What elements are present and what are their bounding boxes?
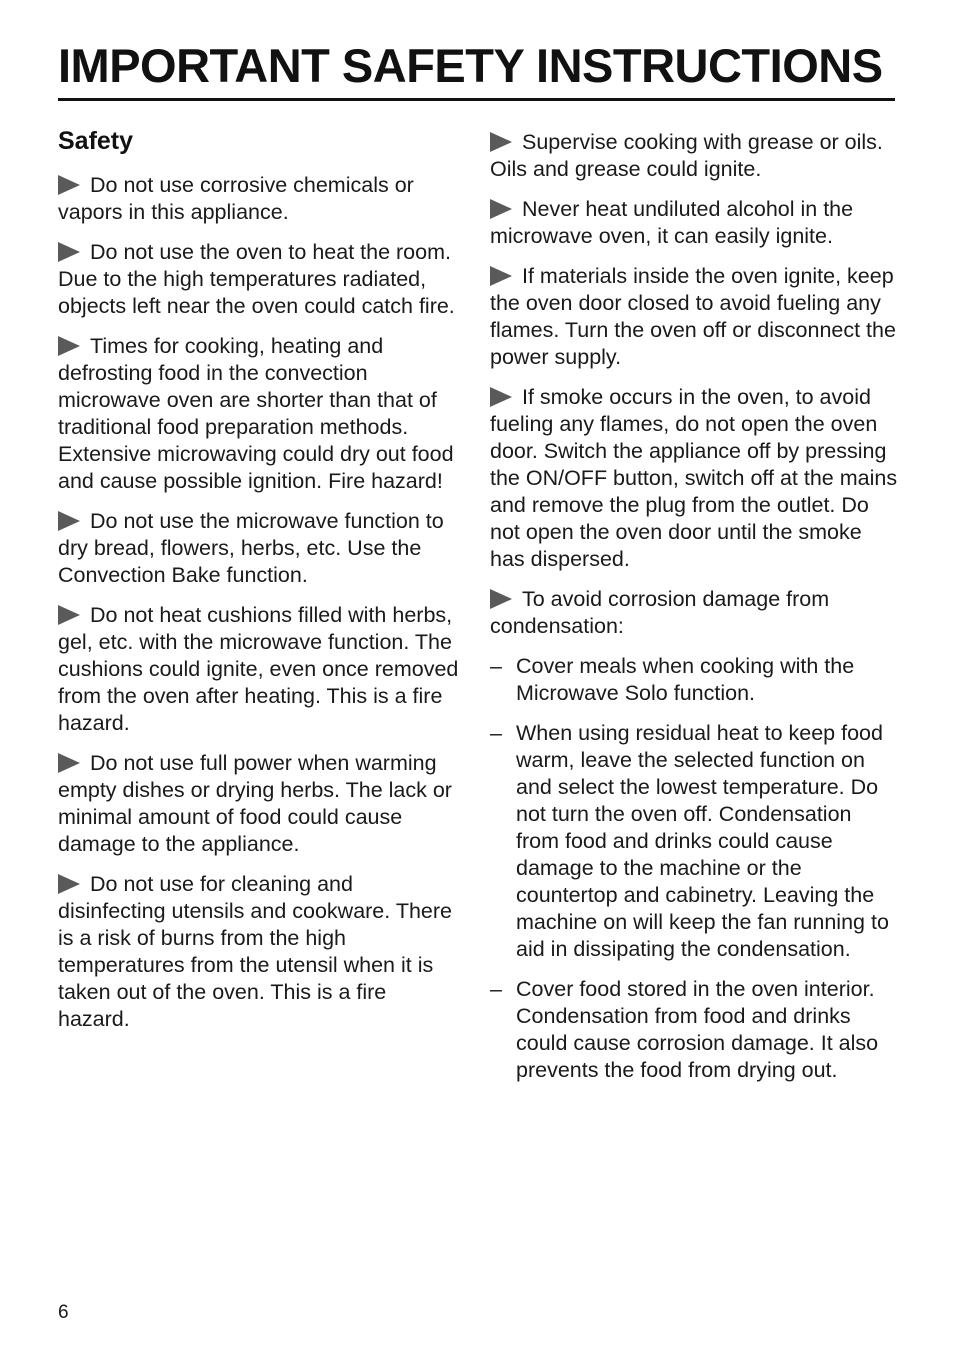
safety-item [58, 602, 463, 737]
dash-bullet: – [490, 654, 502, 678]
safety-item-text: To avoid corrosion damage from condensation: [490, 587, 830, 638]
safety-item [490, 586, 900, 640]
safety-item [58, 508, 463, 589]
sub-list-item-text: Cover food stored in the oven interior. Condensation from food and drinks could cause corrosion damage. It also prevents the food from drying out. [516, 977, 879, 1082]
sub-list-item-text: Cover meals when cooking with the Microwave Solo function. [516, 654, 855, 705]
safety-item-text: Do not use corrosive chemicals or vapors in this appliance. [58, 173, 414, 224]
arrow-right-icon [490, 266, 512, 286]
safety-item [490, 196, 900, 250]
sub-list-item [490, 976, 900, 1084]
safety-item-text: If smoke occurs in the oven, to avoid fueling any flames, do not open the oven door. Switch the appliance off by pressing the ON/OFF button, switch off at the mains and remove the plug from the outlet. Do not open the oven door until the smoke has dispersed. [490, 385, 898, 571]
safety-item-text: If materials inside the oven ignite, keep the oven door closed to avoid fueling any flames. Turn the oven off or disconnect the power supply. [490, 264, 896, 369]
arrow-right-icon [58, 511, 80, 531]
arrow-right-icon [58, 175, 80, 195]
safety-item-text: Times for cooking, heating and defrosting food in the convection microwave oven are shorter than that of traditional food preparation methods. Extensive microwaving could dry out food and cause possible ignition. Fire hazard! [58, 334, 454, 493]
dash-bullet: – [490, 977, 502, 1001]
arrow-right-icon [58, 874, 80, 894]
arrow-right-icon [58, 336, 80, 356]
safety-item-text: Do not use full power when warming empty dishes or drying herbs. The lack or minimal amount of food could cause damage to the appliance. [58, 751, 452, 856]
sub-list-item [490, 653, 900, 707]
safety-item [58, 750, 463, 858]
safety-item-text: Do not heat cushions filled with herbs, gel, etc. with the microwave function. The cushions could ignite, even once removed from the oven after heating. This is a fire hazard. [58, 603, 459, 735]
safety-item [490, 129, 900, 183]
safety-item [58, 239, 463, 320]
safety-item-text: Do not use the microwave function to dry bread, flowers, herbs, etc. Use the Convection Bake function. [58, 509, 444, 587]
section-heading-safety: Safety [58, 127, 134, 155]
safety-item [58, 172, 463, 226]
safety-item [58, 871, 463, 1033]
safety-item-text: Supervise cooking with grease or oils. Oils and grease could ignite. [490, 130, 883, 181]
page-title: IMPORTANT SAFETY INSTRUCTIONS [58, 39, 883, 92]
left-column [58, 124, 463, 1046]
arrow-right-icon [58, 753, 80, 773]
arrow-right-icon [490, 589, 512, 609]
safety-item-text: Never heat undiluted alcohol in the microwave oven, it can easily ignite. [490, 197, 854, 248]
safety-item [490, 263, 900, 371]
arrow-right-icon [490, 132, 512, 152]
sub-list-item-text: When using residual heat to keep food warm, leave the selected function on and select the lowest temperature. Do not turn the oven off. Condensation from food and drinks could cause damage to the machine or the countertop and cabinetry. Leaving the machine on will keep the fan running to aid in dissipating the condensation. [516, 721, 889, 961]
arrow-right-icon [490, 387, 512, 407]
right-column [490, 129, 900, 1097]
arrow-right-icon [58, 242, 80, 262]
safety-item [490, 384, 900, 573]
safety-item-text: Do not use the oven to heat the room. Due to the high temperatures radiated, objects left near the oven could catch fire. [58, 240, 455, 318]
arrow-right-icon [490, 199, 512, 219]
safety-item-text: Do not use for cleaning and disinfecting utensils and cookware. There is a risk of burns from the high temperatures from the utensil when it is taken out of the oven. This is a fire hazard. [58, 872, 452, 1031]
title-divider [58, 98, 895, 101]
safety-item [58, 333, 463, 495]
arrow-right-icon [58, 605, 80, 625]
sub-list-item [490, 720, 900, 963]
page-number: 6 [58, 1302, 69, 1323]
dash-bullet: – [490, 721, 502, 745]
